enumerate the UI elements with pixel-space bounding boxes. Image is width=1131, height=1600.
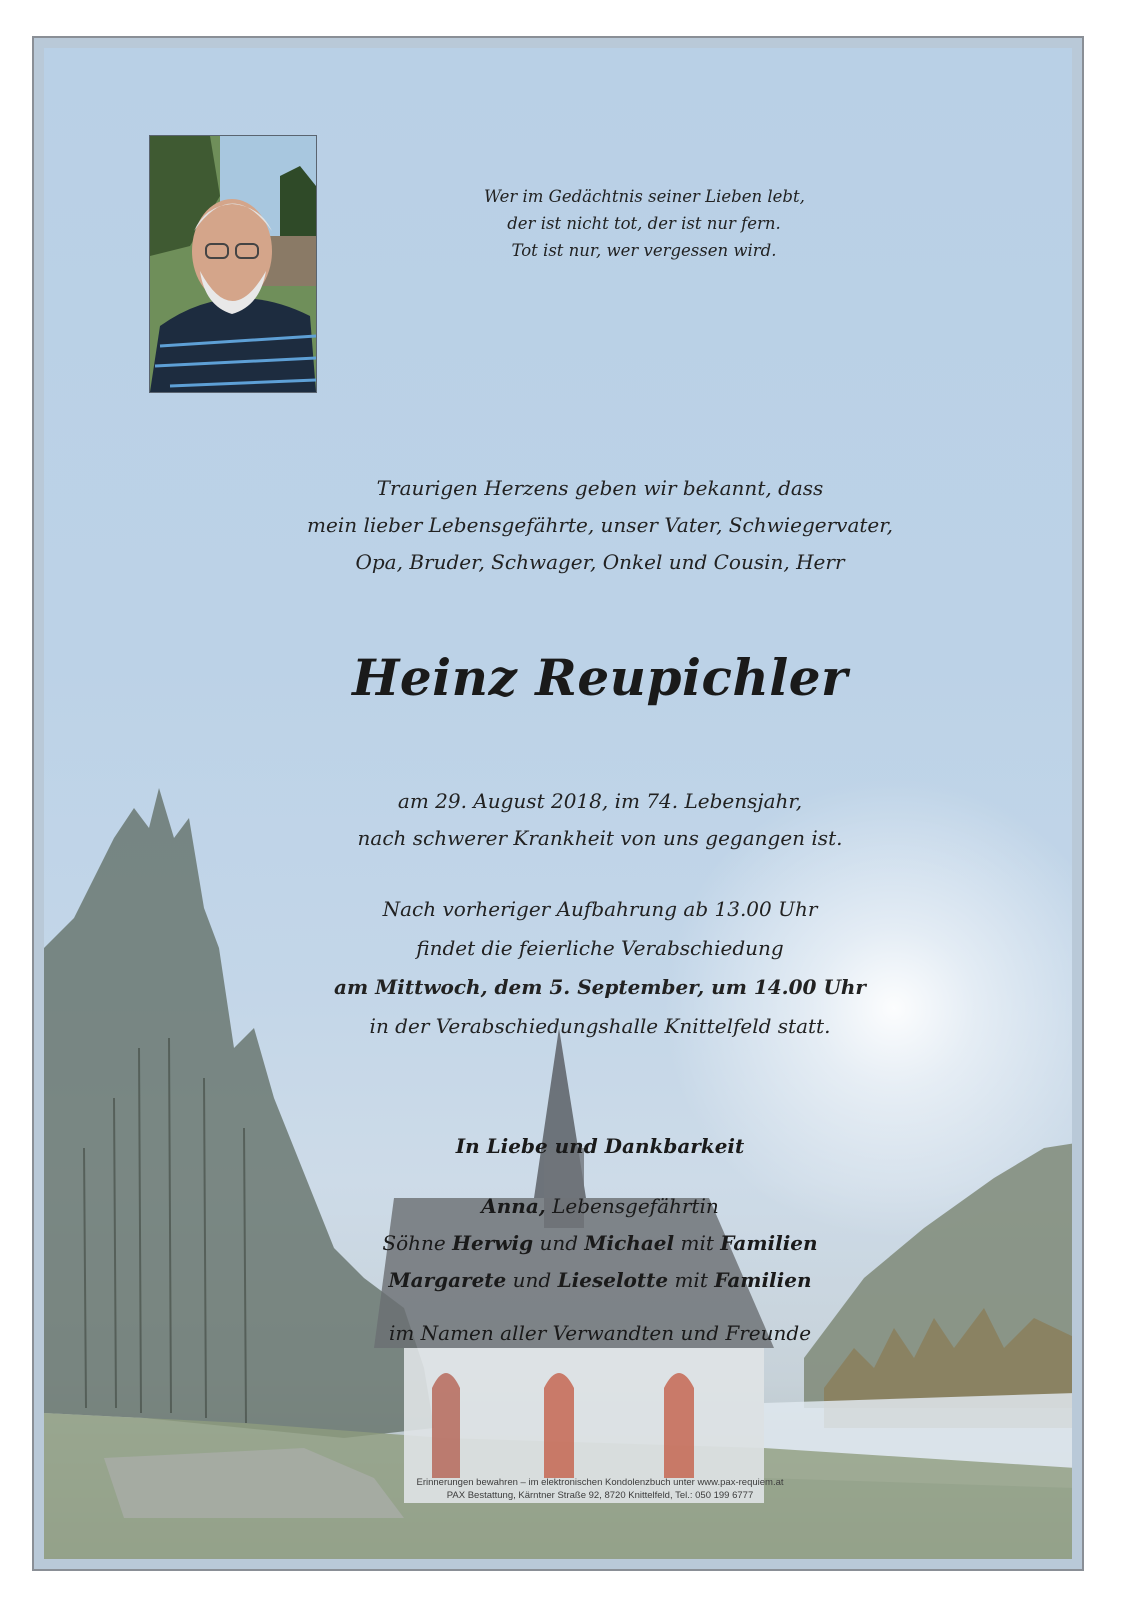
conjunction: und [512,1268,552,1292]
mourners-list [174,1188,1026,1352]
partner-role: Lebensgefährtin [552,1194,719,1218]
service-location: in der Verabschiedungshalle Knittelfeld statt. [369,1014,831,1038]
death-line: am 29. August 2018, im 74. Lebensjahr, [397,789,803,813]
son-name: Herwig [452,1231,534,1255]
announcement-line: Opa, Bruder, Schwager, Onkel und Cousin, Herr [355,550,845,574]
preposition: mit [680,1231,714,1255]
families-label: Familien [714,1268,812,1292]
announcement-line: Traurigen Herzens geben wir bekannt, dass [376,476,824,500]
daughter-name: Lieselotte [557,1268,669,1292]
closing-phrase: In Liebe und Dankbarkeit [455,1134,745,1158]
portrait-photo [149,135,317,393]
families-label: Familien [720,1231,818,1255]
preposition: mit [674,1268,708,1292]
chapel-window-2 [544,1373,574,1478]
announcement-text [174,470,1026,581]
funeral-home-footer [174,1476,1026,1502]
partner-name: Anna, [481,1194,546,1218]
relatives-line: im Namen aller Verwandten und Freunde [388,1321,812,1345]
death-notice [174,783,1026,857]
quote-line: Tot ist nur, wer vergessen wird. [511,241,777,260]
chapel-window-3 [664,1373,694,1478]
deceased-name: Heinz Reupichler [352,648,848,707]
quote-line: Wer im Gedächtnis seiner Lieben lebt, [484,187,805,206]
conjunction: und [539,1231,579,1255]
obituary-card [44,48,1072,1559]
memorial-quote [484,183,804,264]
service-datetime: am Mittwoch, dem 5. September, um 14.00 Uhr [334,975,866,999]
service-line: findet die feierliche Verabschiedung [416,936,784,960]
quote-line: der ist nicht tot, der ist nur fern. [507,214,781,233]
daughter-name: Margarete [388,1268,507,1292]
footer-address-line: PAX Bestattung, Kärntner Straße 92, 8720 Knittelfeld, Tel.: 050 199 6777 [446,1490,754,1501]
obituary-frame [32,36,1084,1571]
sons-line [174,1225,1026,1262]
announcement-line: mein lieber Lebensgefährte, unser Vater, Schwiegervater, [307,513,893,537]
service-line: Nach vorheriger Aufbahrung ab 13.00 Uhr [382,897,818,921]
service-details [174,890,1026,1046]
partner-line [174,1188,1026,1225]
sons-prefix: Söhne [382,1231,446,1255]
footer-condolence-line: Erinnerungen bewahren – im elektronischen Kondolenzbuch unter www.pax-requiem.at [416,1477,784,1488]
son-name: Michael [584,1231,675,1255]
daughters-line [174,1262,1026,1299]
chapel-window-1 [432,1373,460,1478]
death-line: nach schwerer Krankheit von uns gegangen ist. [357,826,843,850]
